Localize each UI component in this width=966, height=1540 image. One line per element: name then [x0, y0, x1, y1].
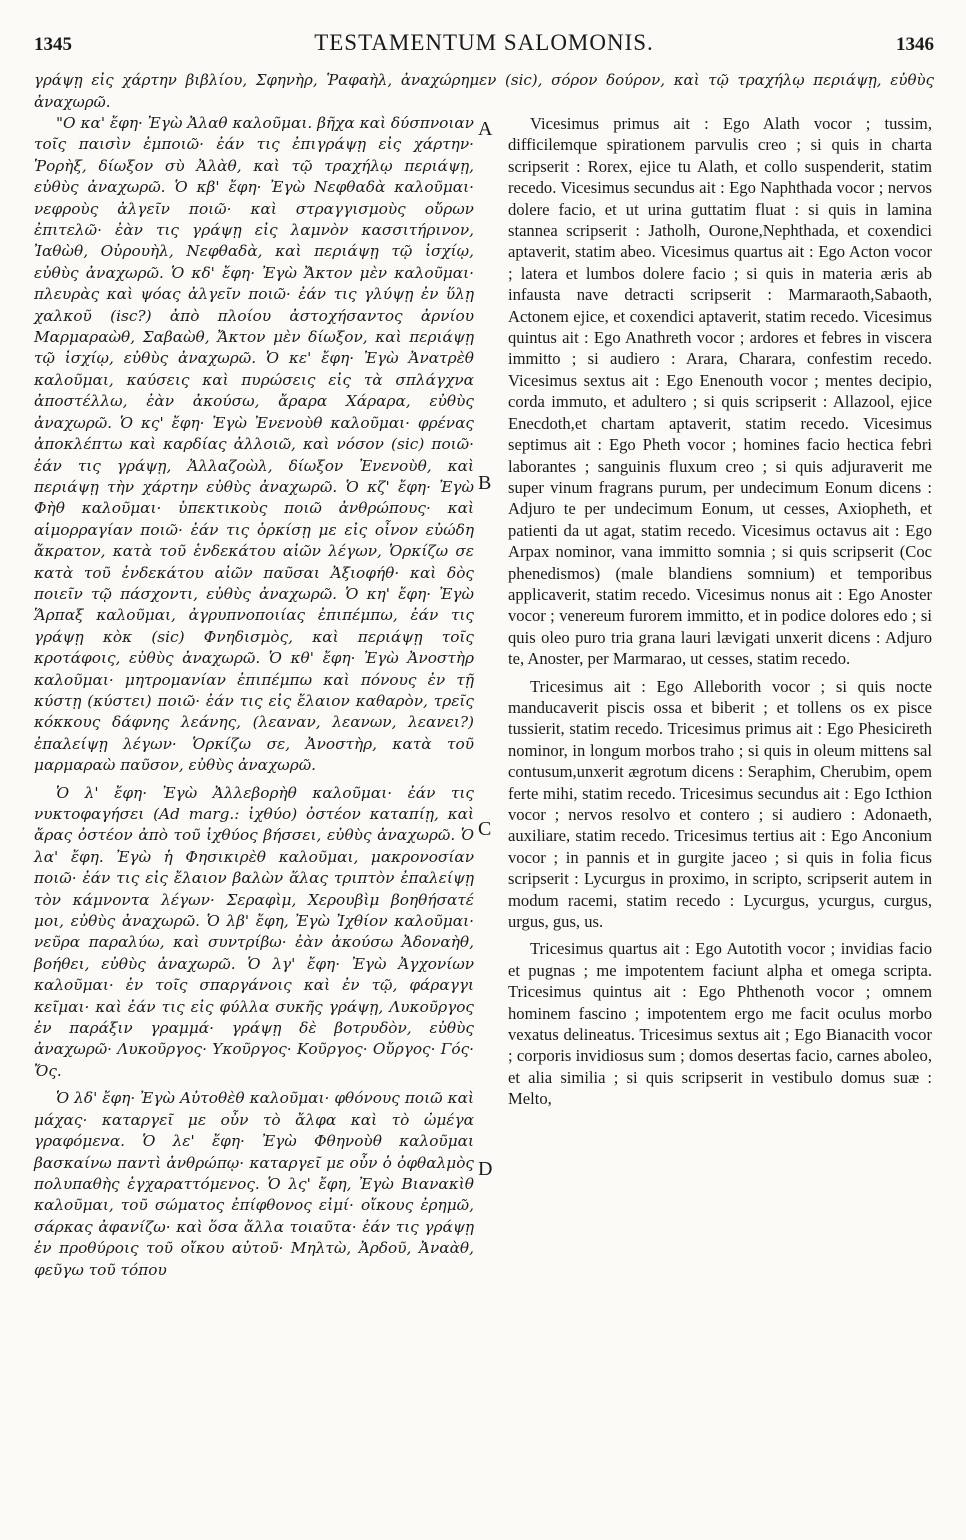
section-marker-b: B: [478, 472, 492, 494]
greek-paragraph: "Ο κα' ἔφη· Ἐγὼ Ἀλαθ καλοῦμαι. βῆχα καὶ δύσπνοιαν τοῖς παισὶν ἐμποιῶ· ἐάν τις ἐπιγράψῃ εἰς χάρτην· Ῥορὴξ, δίωξον σὺ Ἀλὰθ, καὶ τῷ τραχήλῳ περιάψῃ, εὐθὺς ἀναχωρῶ. Ὁ κβ' ἔφη· Ἐγὼ Νεφθαδὰ καλοῦμαι· νεφροὺς ἀλγεῖν ποιῶ· καὶ στραγγισμοὺς οὔρων ἐπιτελῶ· ἐὰν τις γράψῃ εἰς λαμνὸν κασσιτήρινον, Ἰαθὼθ, Οὐρουὴλ, Νεφθαδὰ, καὶ περιάψῃ τῷ ἰσχίῳ, εὐθὺς ἀναχωρῶ. Ὁ κδ' ἔφη· Ἐγὼ Ἄκτον μὲν καλοῦμαι· πλευρὰς καὶ ψόας ἀλγεῖν ποιῶ· ἐάν τις γλύψῃ ἐν ὕλῃ χαλκοῦ (isc?) ἀπὸ πλοίου ἀστοχήσαντος ἀρνίου Μαρμαραὼθ, Σαβαὼθ, Ἄκτον μὲν δίωξον, καὶ περιάψῃ τῷ ἰσχίῳ, εὐθὺς ἀναχωρῶ. Ὁ κε' ἔφη· Ἐγὼ Ἀνατρὲθ καλοῦμαι, καύσεις καὶ πυρώσεις εἰς τὰ σπλάγχνα ἀποστέλλω, ἐὰν ἀκούσω, ἄραρα Χάραρα, εὐθὺς ἀναχωρῶ. Ὁ κς' ἔφη· Ἐγὼ Ἐνενοὺθ καλοῦμαι· φρένας ἀποκλέπτω καὶ καρδίας ἀλλοιῶ, καὶ νόσον (sic) ποιῶ· ἐάν τις γράψῃ, Ἀλλαζοὼλ, δίωξον Ἐνενοὺθ, καὶ περιάψῃ τὴν χάρτην εὐθὺς ἀναχωρῶ. Ὁ κζ' ἔφη· Ἐγὼ Φὴθ καλοῦμαι· ὑπεκτικοὺς ποιῶ ἀνθρώπους· καὶ αἱμορραγίαν ποιῶ· ἐάν τις ὁρκίσῃ με εἰς οἶνον εὐώδη ἄκρατον, κατὰ τοῦ ἑνδεκάτου αἰῶν λέγων, Ὁρκίζω σε κατὰ τοῦ ἑνδεκάτου αἰῶν παῦσαι Ἀξιοφήθ· καὶ δὸς ποιεῖν τῷ πάσχοντι, εὐθὺς ἀναχωρῶ. Ὁ κη' ἔφη· Ἐγὼ Ἅρπαξ καλοῦμαι, ἀγρυπνοποιίας ἐπιπέμπω, ἐάν τις γράψῃ κὸκ (sic) Φνηδισμὸς, καὶ περιάψῃ τοῖς κροτάφοις, εὐθὺς ἀναχωρῶ. Ὁ κθ' ἔφη· Ἐγὼ Ἀνοστὴρ καλοῦμαι· μητρομανίαν ἐπιπέμπω καὶ πόνους ἐν τῇ κύστῃ (κύστει) ποιῶ· ἐάν τις εἰς ἔλαιον καθαρὸν, τρεῖς κόκκους δάφνης λεάνης, (λεαναν, λεανων, λεανει?) ἐπαλείψῃ λέγων· Ὁρκίζω σε, Ἀνοστὴρ, κατὰ τοῦ μαρμαραὼ παῦσον, εὐθὺς ἀναχωρῶ.: [34, 114, 474, 775]
latin-paragraph: Tricesimus ait : Ego Alleborith vocor ; si quis nocte manducaverit piscis ossa et biberit ; et tollens os ex pisce tussierit, statim recedo. Tricesimus primus ait : Ego Phesicireth nominor, in longum morbos traho ; si quis in oleum mittens sal contusum,unxerit ægrotum dicens : Seraphim, Cherubim, opem ferte mihi, statim recedo. Tricesimus secundus ait : Ego Icthion vocor ; nervos resolvo et contero ; si audiero : Adonaeth, auxiliare, statim recedo. Tricesimus tertius ait : Ego Anconium vocor ; in pannis et in gurgite jaceo ; si quis in folia ficus scripserit : Lycurgus in proximo, in scripto, scripserit autem in modum racemi, statim recedo : Lycurgus, ycurgus, curgus, urgus, gus, us.: [508, 676, 932, 932]
greek-column: [34, 113, 474, 1281]
section-marker-c: C: [478, 818, 492, 840]
page-number-right: 1346: [896, 34, 934, 55]
latin-paragraph: Tricesimus quartus ait : Ego Autotith vocor ; invidias facio et pugnas ; me impotentem faciunt alpha et omega scripta. Tricesimus quintus ait : Ego Phthenoth vocor ; omnem hominem fascino ; impotentem ergo me facit oculus morbo vexatus delineatus. Tricesimus sextus ait ; Ego Bianacith vocor ; corporis invidiosus sum ; domos desertas facio, carnes aboleo, et alia similia ; si quis scripserit in vestibulo domus suæ : Melto,: [508, 939, 932, 1109]
latin-column: [508, 113, 932, 1110]
greek-paragraph: Ὁ λ' ἔφη· Ἐγὼ Ἀλλεβορὴθ καλοῦμαι· ἐάν τις νυκτοφαγήσει (Ad marg.: ἰχθύο) ὀστέον καταπίῃ, καὶ ἄρας ὀστέον ἀπὸ τοῦ ἰχθύος βήσσει, εὐθὺς ἀναχωρῶ. Ὁ λα' ἔφη. Ἐγὼ ἡ Φησικιρὲθ καλοῦμαι, μακρονοσίαν ποιῶ· ἐάν τις εἰς ἔλαιον βαλὼν ἅλας τριπτὸν ἐπαλείψῃ τὸν κάμνοντα λέγων· Σεραφὶμ, Χερουβὶμ βοηθήσατέ μοι, εὐθὺς ἀναχωρῶ. Ὁ λβ' ἔφη, Ἐγὼ Ἰχθίον καλοῦμαι· νεῦρα παραλύω, καὶ συντρίβω· ἐὰν ἀκούσω Ἀδοναὴθ, βοήθει, εὐθὺς ἀναχωρῶ. Ὁ λγ' ἔφη· Ἐγὼ Ἀγχονίων καλοῦμαι· ἐν τοῖς σπαργάνοις καὶ ἐν τῷ, φάραγγι κεῖμαι· καὶ ἐάν τις εἰς φύλλα συκῆς γράψῃ, Λυκοῦργος ἐν παράξιν γραμμά· γράψῃ δὲ βοτρυδὸν, εὐθὺς ἀναχωρῶ· Λυκοῦργος· Υκοῦργος· Κοῦργος· Οὔργος· Γός· Ὄς.: [34, 783, 474, 1080]
page-header: [34, 30, 934, 64]
intro-line: γράψῃ εἰς χάρτην βιβλίου, Σφηνὴρ, Ῥαφαὴλ, ἀναχώρημεν (sic), σόρον δούρον, καὶ τῷ τραχήλῳ περιάψῃ, εὐθὺς ἀναχωρῶ.: [34, 71, 934, 111]
latin-paragraph: Vicesimus primus ait : Ego Alath vocor ; tussim, difficilemque spirationem parvulis creo ; si quis in charta scripserit : Rorex, ejice tu Alath, et collo suspenderit, statim recedo. Vicesimus secundus ait : Ego Naphthada vocor ; nervos dolere facio, et ut urina guttatim fluat : si quis in lamina stannea scripserit : Jatholh, Ourone,Nephthada, et coxendici aptaverit, statim abeo. Vicesimus quartus ait : Ego Acton vocor ; latera et lumbos dolere facio ; si quis in materia æris ab infausta nave detracti scripserit : Marmaraoth,Sabaoth, Actonem ejice, et coxendici aptaverit, statim recedo. Vicesimus quintus ait : Ego Anathreth vocor ; ardores et febres in viscera immitto ; si audiero : Arara, Charara, confestim recedo. Vicesimus sextus ait : Ego Enenouth vocor ; mentes decipio, corda immuto, et adultero ; si quis scripserit : Allazool, ejice Enecdoth,et chartam aptaverit, statim recedo. Vicesimus septimus ait : Ego Pheth vocor ; homines facio hectica febri laborantes ; sanguinis fluxum creo ; si quis adjuraverit me super vinum fragrans purum, per undecimum Eonum dicens : Adjuro te per undecimum Eonum, ut cesses, Axiopheth, et patienti da ut agat, statim recedo. Vicesimus octavus ait : Ego Arpax nominor, vana immitto somnia ; si quis scripserit (Coc phenedismos) (male blandiens somnium) et temporibus applicaverit, statim recedo. Vicesimus nonus ait : Ego Anoster vocor ; venereum furorem immitto, et in podice dolores edo ; si quis oleo puro tria grana lauri lævigati unxerit dicens : Adjuro te, Anoster, per Marmarao, ut cesses, statim recedo.: [508, 114, 932, 669]
section-marker-d: D: [478, 1158, 493, 1180]
section-marker-a: A: [478, 118, 493, 140]
page-number-left: 1345: [34, 34, 72, 55]
running-title: TESTAMENTUM SALOMONIS.: [314, 30, 654, 55]
greek-paragraph: Ὁ λδ' ἔφη· Ἐγὼ Αὐτοθὲθ καλοῦμαι· φθόνους ποιῶ καὶ μάχας· καταργεῖ με οὖν τὸ ἄλφα καὶ τὸ ὠμέγα γραφόμενα. Ὁ λε' ἔφη· Ἐγὼ Φθηνοὺθ καλοῦμαι βασκαίνω παντὶ ἀνθρώπῳ· καταργεῖ με οὖν ὁ ὀφθαλμὸς πολυπαθὴς ἐγχαραττόμενος. Ὁ λς' ἔφη, Ἐγὼ Βιανακὶθ καλοῦμαι, τοῦ σώματος ἐπίφθονος εἰμί· οἴκους ἐρημῶ, σάρκας ἀφανίζω· καὶ ὅσα ἄλλα τοιαῦτα· ἐάν τις γράψῃ ἐν προθύροις τοῦ οἴκου αὐτοῦ· Μηλτὼ, Ἀρδοῦ, Ἀναὰθ, φεῦγω τοῦ τόπου: [34, 1089, 474, 1279]
